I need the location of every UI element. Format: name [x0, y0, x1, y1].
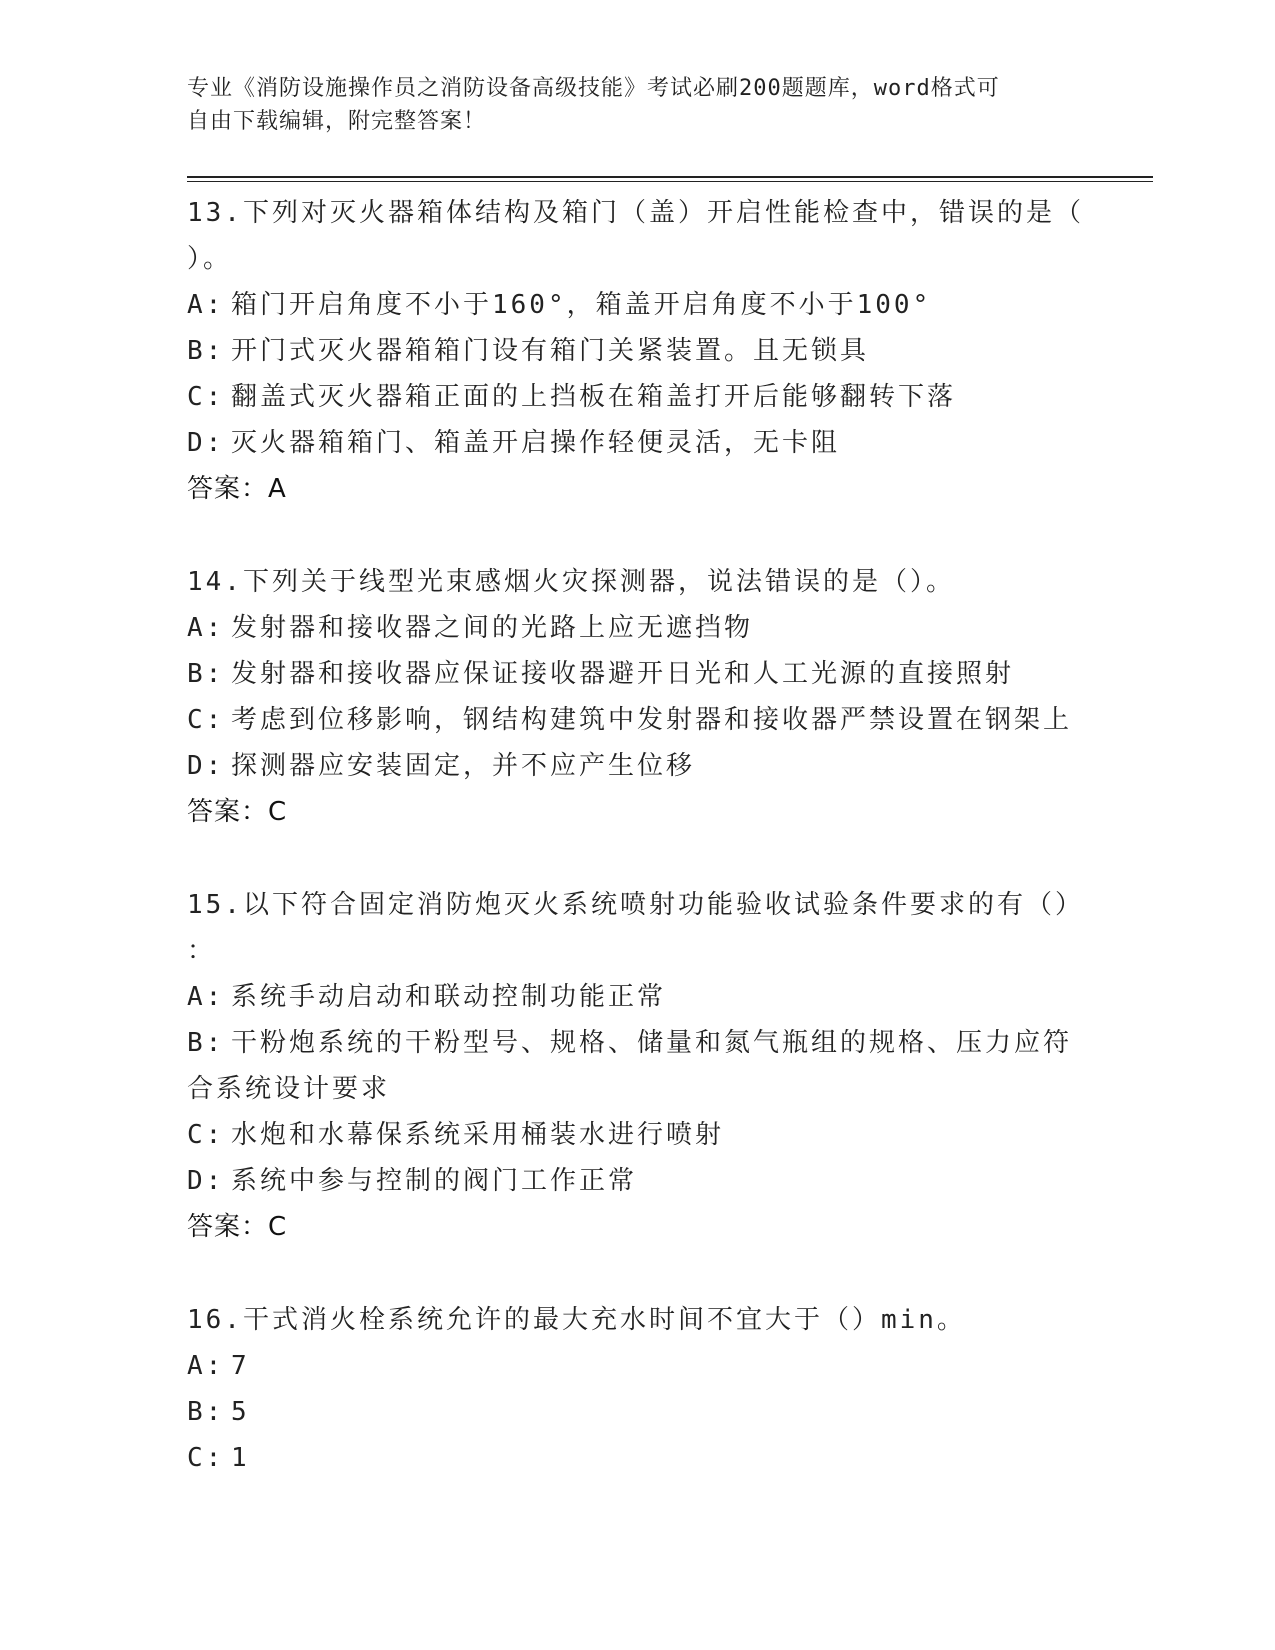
- header-line-1: 专业《消防设施操作员之消防设备高级技能》考试必刷200题题库，word格式可: [187, 76, 1000, 101]
- option-label: D:: [187, 751, 225, 781]
- option-label: A:: [187, 1351, 225, 1381]
- option-line: [187, 1020, 1087, 1066]
- option-line: [187, 1066, 1087, 1112]
- header-divider-thick: [187, 176, 1153, 178]
- document-header: [187, 72, 1067, 138]
- option-text: 箱门开启角度不小于160°，箱盖开启角度不小于100°: [231, 290, 932, 320]
- option-label: D:: [187, 1166, 225, 1196]
- option-line: [187, 1343, 1087, 1389]
- option-label: B:: [187, 336, 225, 366]
- option-label: C:: [187, 382, 225, 412]
- option-label: D:: [187, 428, 225, 458]
- option-text: 发射器和接收器应保证接收器避开日光和人工光源的直接照射: [231, 659, 1015, 689]
- answer-line: 答案：A: [187, 474, 287, 504]
- answer-line: 答案：C: [187, 1212, 288, 1242]
- option-line: [187, 1158, 1087, 1204]
- option-text: 合系统设计要求: [187, 1074, 391, 1104]
- option-label: A:: [187, 613, 225, 643]
- question-stem: ：: [187, 936, 217, 966]
- option-text: 翻盖式灭火器箱正面的上挡板在箱盖打开后能够翻转下落: [231, 382, 957, 412]
- option-text: 7: [231, 1351, 250, 1381]
- question-stem: 14.下列关于线型光束感烟火灾探测器，说法错误的是（）。: [187, 567, 955, 597]
- option-line: [187, 374, 1087, 420]
- question-item: [187, 559, 1087, 835]
- option-text: 干粉炮系统的干粉型号、规格、储量和氮气瓶组的规格、压力应符: [231, 1028, 1073, 1058]
- header-line-2: 自由下载编辑，附完整答案！: [187, 109, 487, 134]
- option-line: [187, 282, 1087, 328]
- option-line: [187, 697, 1087, 743]
- option-text: 1: [231, 1443, 250, 1473]
- option-label: A:: [187, 290, 225, 320]
- option-label: A:: [187, 982, 225, 1012]
- question-stem: ）。: [187, 244, 233, 274]
- option-text: 开门式灭火器箱箱门设有箱门关紧装置。且无锁具: [231, 336, 870, 366]
- option-line: [187, 1435, 1087, 1481]
- option-line: [187, 651, 1087, 697]
- option-text: 5: [231, 1397, 250, 1427]
- option-line: [187, 743, 1087, 789]
- option-text: 发射器和接收器之间的光路上应无遮挡物: [231, 613, 754, 643]
- option-label: C:: [187, 1120, 225, 1150]
- question-list: [187, 190, 1087, 1528]
- option-text: 考虑到位移影响，钢结构建筑中发射器和接收器严禁设置在钢架上: [231, 705, 1073, 735]
- option-label: C:: [187, 705, 225, 735]
- option-line: [187, 1112, 1087, 1158]
- question-item: [187, 882, 1087, 1250]
- option-label: B:: [187, 1028, 225, 1058]
- option-text: 探测器应安装固定，并不应产生位移: [231, 751, 696, 781]
- option-line: [187, 328, 1087, 374]
- question-stem: 13.下列对灭火器箱体结构及箱门（盖）开启性能检查中，错误的是（: [187, 198, 1084, 228]
- option-label: B:: [187, 1397, 225, 1427]
- question-item: [187, 190, 1087, 512]
- option-line: [187, 420, 1087, 466]
- question-stem: 15.以下符合固定消防炮灭火系统喷射功能验收试验条件要求的有（）: [187, 890, 1084, 920]
- option-label: C:: [187, 1443, 225, 1473]
- option-line: [187, 1389, 1087, 1435]
- question-item: [187, 1297, 1087, 1481]
- header-divider-thin: [187, 181, 1153, 182]
- option-text: 系统中参与控制的阀门工作正常: [231, 1166, 638, 1196]
- option-line: [187, 974, 1087, 1020]
- option-text: 灭火器箱箱门、箱盖开启操作轻便灵活，无卡阻: [231, 428, 841, 458]
- option-label: B:: [187, 659, 225, 689]
- option-line: [187, 605, 1087, 651]
- answer-line: 答案：C: [187, 797, 288, 827]
- option-text: 系统手动启动和联动控制功能正常: [231, 982, 667, 1012]
- option-text: 水炮和水幕保系统采用桶装水进行喷射: [231, 1120, 725, 1150]
- question-stem: 16.干式消火栓系统允许的最大充水时间不宜大于（）min。: [187, 1305, 966, 1335]
